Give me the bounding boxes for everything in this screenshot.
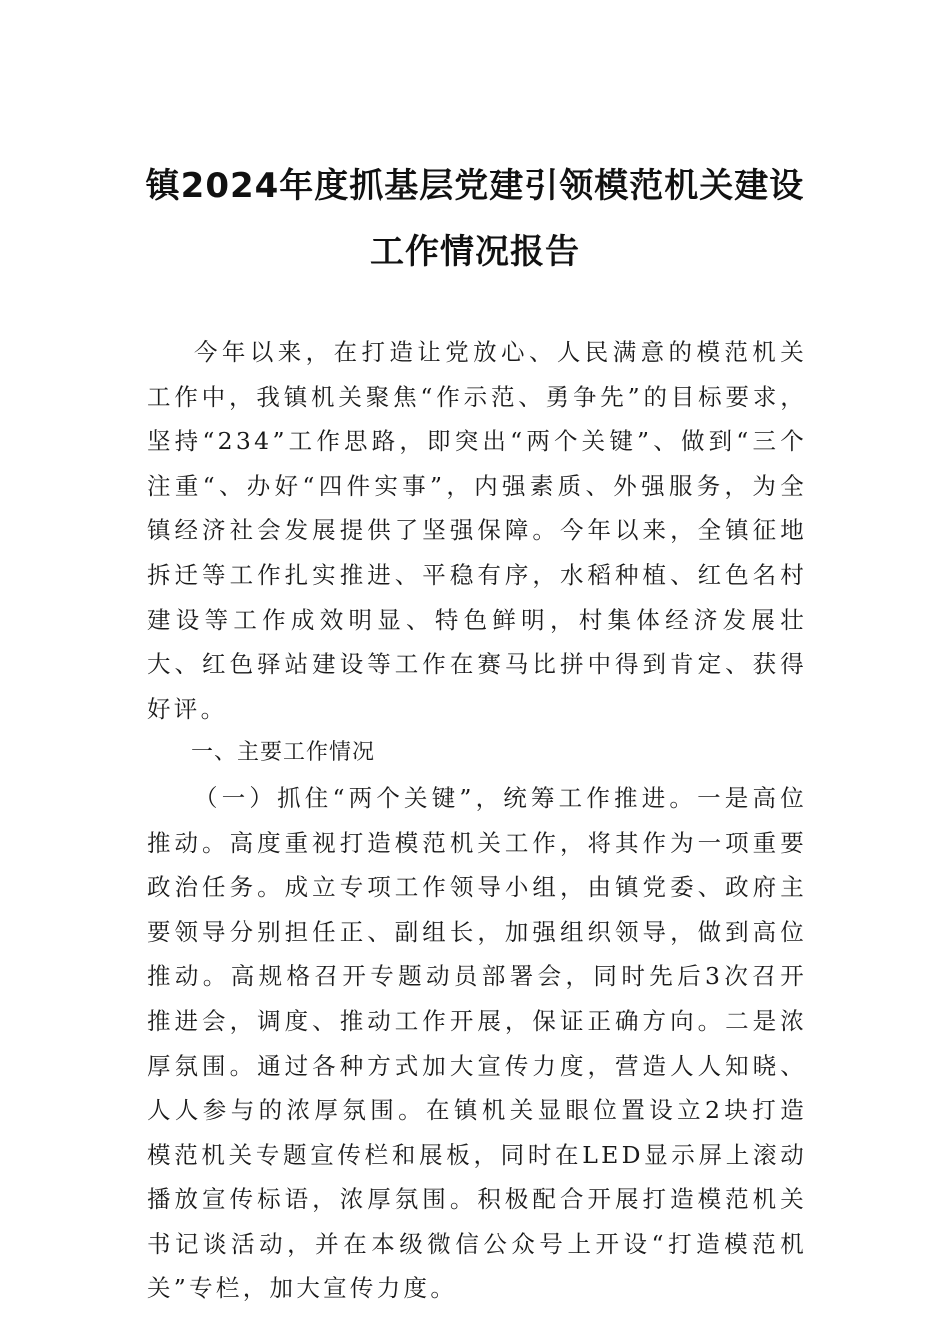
document-body	[147, 330, 807, 1311]
document-title-line-1: 镇2024年度抓基层党建引领模范机关建设	[145, 166, 805, 206]
section-paragraph: （一）抓住“两个关键”，统筹工作推进。一是高位推动。高度重视打造模范机关工作，将其作为一项重要政治任务。成立专项工作领导小组，由镇党委、政府主要领导分别担任正、副组长，加强组织领导，做到高位推动。高规格召开专题动员部署会，同时先后3次召开推进会，调度、推动工作开展，保证正确方向。二是浓厚氛围。通过各种方式加大宣传力度，营造人人知晓、人人参与的浓厚氛围。在镇机关显眼位置设立2块打造模范机关专题宣传栏和展板，同时在LED显示屏上滚动播放宣传标语，浓厚氛围。积极配合开展打造模范机关书记谈活动，并在本级微信公众号上开设“打造模范机关”专栏，加大宣传力度。	[147, 783, 807, 1303]
document-title-line-2: 工作情况报告	[370, 232, 580, 272]
intro-paragraph: 今年以来，在打造让党放心、人民满意的模范机关工作中，我镇机关聚焦“作示范、勇争先”的目标要求，坚持“234”工作思路，即突出“两个关键”、做到“三个注重“、办好“四件实事”，内强素质、外强服务，为全镇经济社会发展提供了坚强保障。今年以来，全镇征地拆迁等工作扎实推进、平稳有序，水稻种植、红色名村建设等工作成效明显、特色鲜明，村集体经济发展壮大、红色驿站建设等工作在赛马比拼中得到肯定、获得好评。	[147, 338, 807, 723]
section-heading: 一、主要工作情况	[191, 740, 376, 766]
